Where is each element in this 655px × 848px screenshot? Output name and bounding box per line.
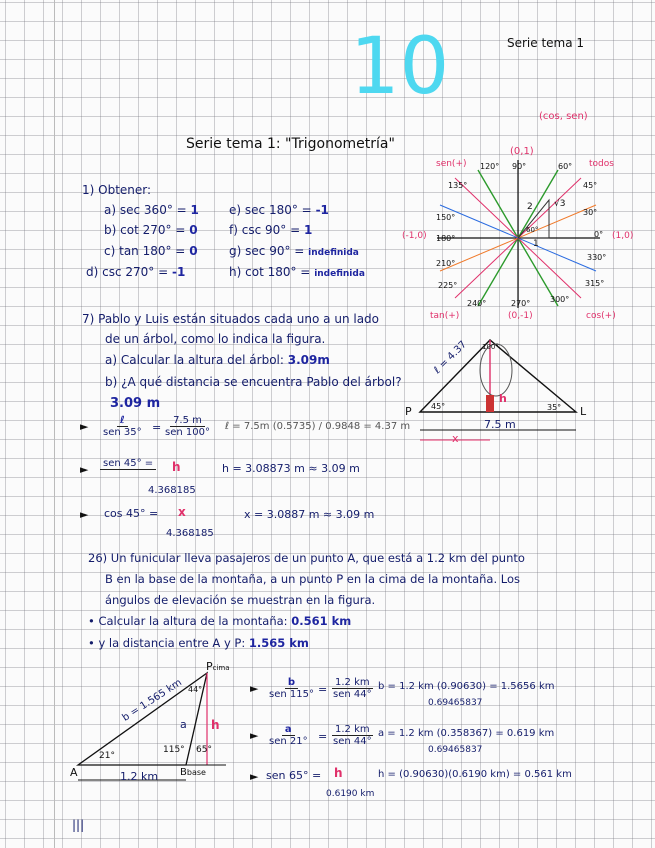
cos45-text: cos 45° = xyxy=(104,507,159,520)
cima-sub: cima xyxy=(212,664,230,672)
page-title: Serie tema 1: "Trigonometría" xyxy=(186,136,395,152)
item-answer: -1 xyxy=(315,203,329,217)
frac-12-sen44 xyxy=(330,677,375,700)
q7-line1: 7) Pablo y Luis están situados cada uno a un lado xyxy=(82,312,380,326)
frac-num: ℓ xyxy=(117,415,128,427)
cos-positive: cos(+) xyxy=(586,311,616,321)
frac-den: sen 21° xyxy=(269,736,308,747)
bullet: ► xyxy=(80,420,89,433)
point-a: A xyxy=(70,766,78,779)
angle-44: 44° xyxy=(188,685,203,694)
frac-num: 1.2 km xyxy=(332,724,373,736)
point-b xyxy=(180,767,206,778)
b-letter: B xyxy=(180,767,187,778)
item-expr: sec 180° = xyxy=(244,203,312,217)
equals: = xyxy=(318,730,328,743)
p-letter: P xyxy=(206,660,213,673)
angle-150: 150° xyxy=(436,213,456,222)
tri-angle: 60° xyxy=(526,226,539,234)
den-4368: 4.368185 xyxy=(148,485,196,496)
q26-line3: ángulos de elevación se muestran en la figura. xyxy=(105,593,376,607)
item-answer: indefinida xyxy=(314,269,365,279)
item-letter: h) xyxy=(229,265,242,279)
tri-adj: 1 xyxy=(533,239,539,249)
angle-100: 100° xyxy=(482,343,499,351)
footer-mark: ||| xyxy=(72,818,85,832)
todos-label: todos xyxy=(589,159,614,169)
angle-90: 90° xyxy=(512,162,527,171)
frac-den: sen 115° xyxy=(269,689,314,700)
point-0-1: (0,1) xyxy=(510,146,534,157)
point-p: P xyxy=(405,405,412,418)
point-m1-0: (-1,0) xyxy=(402,231,427,241)
q7-line2: de un árbol, como lo indica la figura. xyxy=(105,332,326,346)
dist-12: 1.2 km xyxy=(120,770,159,783)
side-a: a xyxy=(180,718,187,731)
item-expr: sec 90° = xyxy=(245,244,305,258)
frac-h: h xyxy=(172,460,181,474)
tri-opp: √3 xyxy=(554,199,566,209)
item-expr: cot 270° = xyxy=(120,223,186,237)
q26-line2: B en la base de la montaña, a un punto P en la cima de la montaña. Los xyxy=(105,572,521,586)
header-tag: Serie tema 1 xyxy=(507,36,585,50)
q7-part-b: b) ¿A qué distancia se encuentra Pablo del árbol? xyxy=(105,375,402,389)
bullet: ► xyxy=(250,682,259,695)
height-h26: h xyxy=(211,718,220,732)
side-ell: ℓ = 4.37 xyxy=(432,339,470,376)
angle-45-p: 45° xyxy=(431,402,446,411)
den-4368b: 4.368185 xyxy=(166,528,214,539)
angle-35: 35° xyxy=(547,403,562,412)
bullet: ► xyxy=(80,463,89,476)
frac-num: 1.2 km xyxy=(332,677,373,689)
base-sub: base xyxy=(186,768,206,777)
tan-positive: tan(+) xyxy=(430,311,460,321)
angle-240: 240° xyxy=(467,299,487,308)
item-expr: csc 270° = xyxy=(102,265,169,279)
point-1-0: (1,0) xyxy=(612,231,634,241)
angle-225: 225° xyxy=(438,281,458,290)
frac-den: sen 44° xyxy=(333,689,372,700)
bullet: ► xyxy=(80,508,89,521)
angle-65: 65° xyxy=(196,745,212,755)
frac-den: sen 35° xyxy=(103,427,142,438)
frac-den: sen 44° xyxy=(333,736,372,747)
q26-b2-text: • y la distancia entre A y P: xyxy=(88,636,246,650)
item-letter: c) xyxy=(104,244,116,258)
bullet: ► xyxy=(250,729,259,742)
q26-b2-answer: 1.565 km xyxy=(248,636,309,650)
angle-0: 0° xyxy=(594,230,604,239)
q26-b1-answer: 0.561 km xyxy=(291,614,352,628)
angle-30: 30° xyxy=(583,208,598,217)
item-answer: -1 xyxy=(172,265,186,279)
q26-line1: 26) Un funicular lleva pasajeros de un punto A, que está a 1.2 km del punto xyxy=(88,551,525,565)
x-label: x xyxy=(452,432,459,445)
item-letter: f) xyxy=(229,223,238,237)
item-answer: 0 xyxy=(189,223,198,237)
item-expr: csc 90° = xyxy=(241,223,301,237)
result-h26: h = (0.90630)(0.6190 km) = 0.561 km xyxy=(378,769,572,780)
q7-a-answer: 3.09m xyxy=(287,353,330,367)
tri-hyp: 2 xyxy=(527,202,533,212)
height-h: h xyxy=(499,392,507,405)
frac-num: 7.5 m xyxy=(170,415,205,427)
grade-mark: 10 xyxy=(350,22,450,112)
den-b: 0.69465837 xyxy=(428,698,483,708)
den-a: 0.69465837 xyxy=(428,745,483,755)
q26-b1-text: • Calcular la altura de la montaña: xyxy=(88,614,288,628)
result-ell: ℓ = 7.5m (0.5735) / 0.9848 = 4.37 m xyxy=(225,421,411,432)
frac-h26: h xyxy=(334,766,343,780)
result-a: a = 1.2 km (0.358367) = 0.619 km xyxy=(378,728,555,739)
frac-num: b xyxy=(285,677,298,689)
item-answer: indefinida xyxy=(308,248,359,258)
base-7-5: 7.5 m xyxy=(484,418,516,431)
angle-300: 300° xyxy=(550,295,570,304)
frac-12-sen44b xyxy=(330,724,375,747)
angle-330: 330° xyxy=(587,253,607,262)
frac-b-sen115 xyxy=(266,677,317,700)
bullet: ► xyxy=(250,770,259,783)
result-h: h = 3.08873 m ≈ 3.09 m xyxy=(222,462,360,475)
item-expr: cot 180° = xyxy=(245,265,311,279)
frac-num: a xyxy=(282,724,295,736)
frac-den: sen 100° xyxy=(165,427,210,438)
frac-num: sen 45° = xyxy=(100,458,156,470)
angle-315: 315° xyxy=(585,279,605,288)
q7-b-answer: 3.09 m xyxy=(110,396,161,411)
item-letter: b) xyxy=(104,223,117,237)
angle-45: 45° xyxy=(583,181,598,190)
angle-270: 270° xyxy=(511,299,531,308)
angle-115: 115° xyxy=(163,745,185,755)
sen65-text: sen 65° = xyxy=(266,769,322,782)
equals: = xyxy=(152,421,162,434)
angle-120: 120° xyxy=(480,162,500,171)
item-answer: 1 xyxy=(190,203,199,217)
q7-a-text: a) Calcular la altura del árbol: xyxy=(105,353,284,367)
angle-180: 180° xyxy=(436,234,456,243)
equals: = xyxy=(318,683,328,696)
item-answer: 1 xyxy=(303,223,313,237)
frac-x: x xyxy=(178,505,186,519)
item-letter: g) xyxy=(229,244,242,258)
frac-a-sen21 xyxy=(266,724,311,747)
item-letter: d) xyxy=(86,265,99,279)
item-letter: e) xyxy=(229,203,242,217)
angle-210: 210° xyxy=(436,259,456,268)
item-expr: sec 360° = xyxy=(119,203,187,217)
result-b: b = 1.2 km (0.90630) = 1.5656 km xyxy=(378,681,555,692)
item-answer: 0 xyxy=(189,244,198,258)
item-letter: a) xyxy=(104,203,117,217)
angle-60: 60° xyxy=(558,162,573,171)
point-0-m1: (0,-1) xyxy=(508,311,533,321)
item-expr: tan 180° = xyxy=(119,244,186,258)
q1-label: 1) Obtener: xyxy=(82,183,152,197)
cos-sen-label: (cos, sen) xyxy=(539,111,588,122)
sen-positive: sen(+) xyxy=(436,159,467,169)
angle-21: 21° xyxy=(99,751,115,761)
den-0619: 0.6190 km xyxy=(326,789,375,799)
point-p-cima xyxy=(206,660,230,673)
point-l: L xyxy=(580,405,587,418)
angle-135: 135° xyxy=(448,181,468,190)
side-b: b = 1.565 km xyxy=(120,677,184,724)
result-x: x = 3.0887 m ≈ 3.09 m xyxy=(244,508,375,521)
